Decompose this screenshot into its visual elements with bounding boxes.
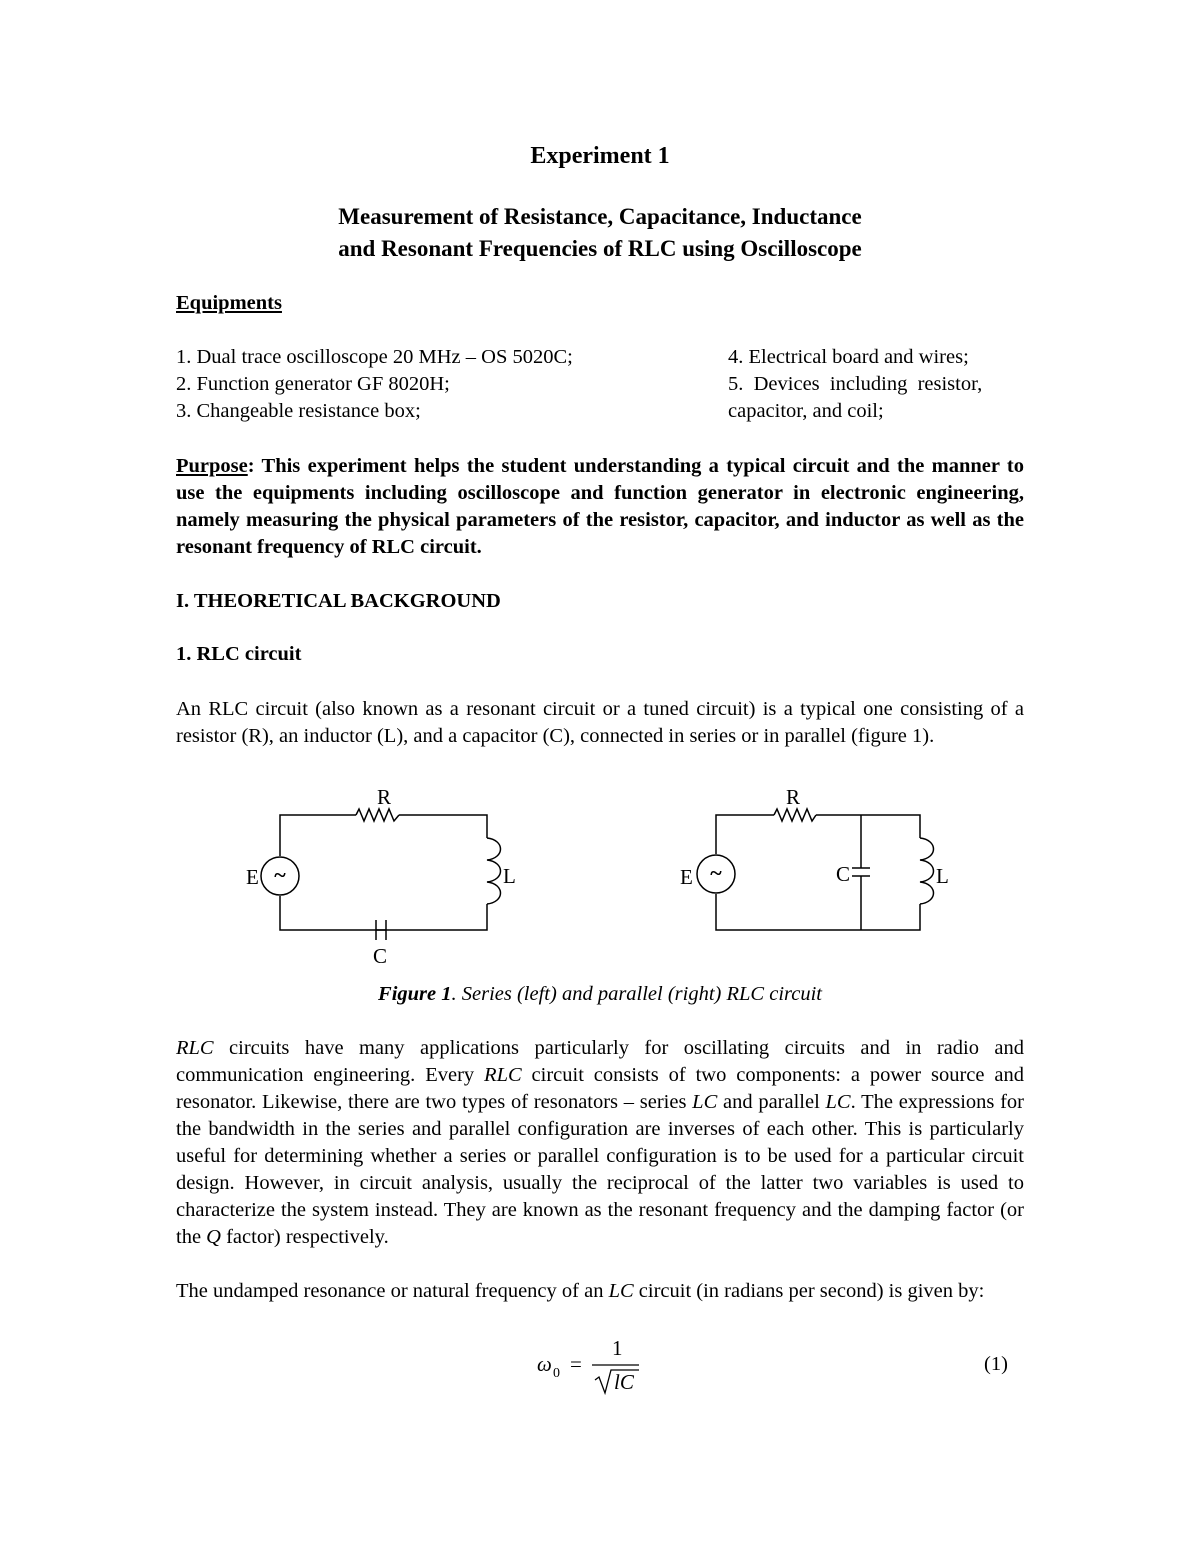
rlc-circuit-figure xyxy=(0,780,1200,970)
text-run: and parallel xyxy=(717,1091,826,1113)
term: Q xyxy=(206,1226,221,1248)
experiment-title: Experiment 1 xyxy=(530,143,670,169)
figure-caption xyxy=(0,981,1200,1008)
equipment-item: 1. Dual trace oscilloscope 20 MHz – OS 5020C; xyxy=(176,346,573,368)
equipment-item: 2. Function generator GF 8020H; xyxy=(176,373,450,395)
equipment-item: capacitor, and coil; xyxy=(728,400,884,422)
series-e-label: E xyxy=(246,865,259,889)
term: LC xyxy=(825,1091,851,1113)
subtitle-line-2: and Resonant Frequencies of RLC using Oscilloscope xyxy=(338,236,862,261)
term: RLC xyxy=(176,1037,214,1059)
equipment-list-left xyxy=(176,344,573,425)
rlc-applications-paragraph xyxy=(176,1035,1024,1251)
text-run: circuits have many applications particularly for oscillating circuits and in radio and communication engineering. Every xyxy=(176,1037,1024,1086)
series-l-label: L xyxy=(503,864,516,888)
series-r-label: R xyxy=(377,785,392,809)
equipment-item: 5. Devices including resistor, xyxy=(728,373,983,395)
series-resistor-symbol xyxy=(356,809,399,821)
parallel-rlc-circuit xyxy=(697,809,934,930)
text-run: circuit (in radians per second) is given by: xyxy=(633,1280,985,1302)
parallel-e-label: E xyxy=(680,865,693,889)
series-inductor-symbol xyxy=(487,838,501,904)
equation-numerator: 1 xyxy=(612,1336,623,1360)
purpose-colon: : xyxy=(247,455,255,477)
text-run: The undamped resonance or natural frequency of an xyxy=(176,1280,609,1302)
text-run: circuit consists of two components: a power source and resonator. Likewise, there are two types of resonators – series xyxy=(176,1064,1024,1113)
section-heading: I. THEORETICAL BACKGROUND xyxy=(176,590,501,612)
subsection-heading: 1. RLC circuit xyxy=(176,643,302,665)
parallel-r-label: R xyxy=(786,785,801,809)
purpose-text: This experiment helps the student understanding a typical circuit and the manner to use the equipments including oscilloscope and function generator in electronic engineering, namely measuring the physical parameters of the resistor, capacitor, and inductor as well as the resonant frequency of RLC circuit. xyxy=(176,455,1024,558)
equipment-item: 4. Electrical board and wires; xyxy=(728,346,969,368)
term: LC xyxy=(608,1280,634,1302)
text-run: factor) respectively. xyxy=(220,1226,389,1248)
figure-caption-text: . Series (left) and parallel (right) RLC circuit xyxy=(451,983,822,1005)
omega-subscript: 0 xyxy=(553,1366,560,1381)
parallel-c-label: C xyxy=(836,862,851,886)
series-c-label: C xyxy=(373,944,388,968)
equipments-heading: Equipments xyxy=(176,292,282,314)
parallel-l-label: L xyxy=(936,864,949,888)
text-run: . The expressions for the bandwidth in the series and parallel configuration are inverses of each other. This is particularly useful for determining whether a series or parallel configuration is to be used for a particular circuit design. However, in circuit analysis, usually the reciprocal of the latter two variables is used to characterize the system instead. They are known as the resonant frequency and the damping factor (or the xyxy=(176,1091,1025,1248)
omega-symbol: ω xyxy=(537,1352,552,1376)
parallel-sine-icon: ~ xyxy=(710,860,722,885)
equipment-list-right xyxy=(728,344,1024,425)
parallel-inductor-symbol xyxy=(920,838,934,904)
equation-number: (1) xyxy=(984,1353,1008,1375)
rlc-intro-paragraph: An RLC circuit (also known as a resonant circuit or a tuned circuit) is a typical one consisting of a resistor (R), an inductor (L), and a capacitor (C), connected in series or in parallel (figure 1). xyxy=(176,698,1024,747)
term: LC xyxy=(692,1091,718,1113)
subtitle-line-1: Measurement of Resistance, Capacitance, Inductance xyxy=(338,204,862,229)
figure-caption-label: Figure 1 xyxy=(378,983,452,1005)
equipment-item: 3. Changeable resistance box; xyxy=(176,400,421,422)
purpose-paragraph xyxy=(176,453,1024,561)
equation-radicand: lC xyxy=(614,1370,634,1394)
series-sine-icon: ~ xyxy=(274,862,286,887)
term: RLC xyxy=(484,1064,522,1086)
equals-sign: = xyxy=(570,1352,582,1376)
resonance-equation xyxy=(520,1332,660,1398)
parallel-resistor-symbol xyxy=(774,809,816,821)
natural-frequency-paragraph xyxy=(176,1278,1024,1305)
series-rlc-circuit xyxy=(261,809,501,940)
purpose-label: Purpose xyxy=(176,455,248,477)
